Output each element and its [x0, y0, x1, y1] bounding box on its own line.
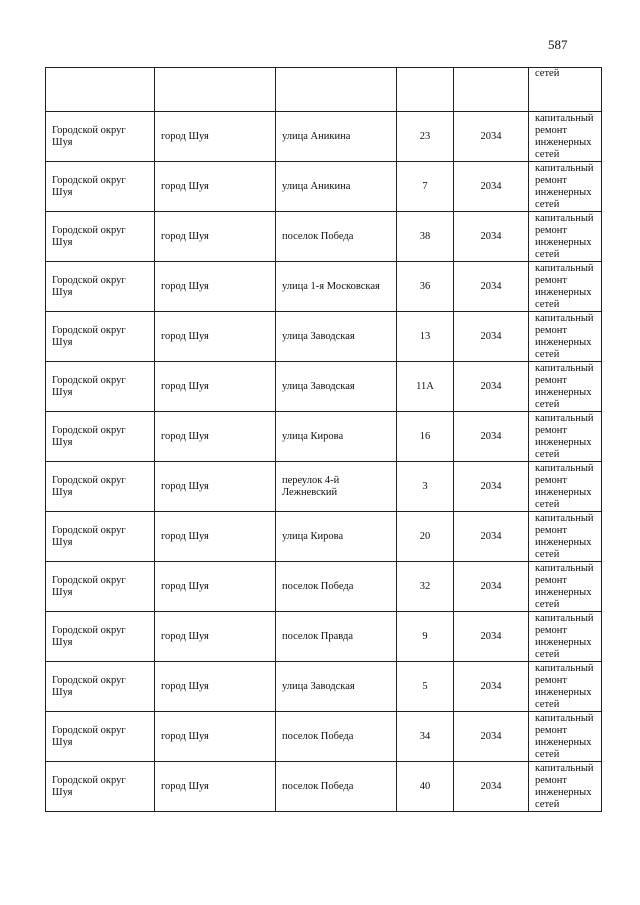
cell-house: 32: [397, 562, 454, 612]
table-row: [46, 212, 602, 262]
cell-district: Городской округ Шуя: [46, 462, 155, 512]
cell-street: улица Аникина: [276, 112, 397, 162]
cell-year: 2034: [454, 612, 529, 662]
cell-street: [276, 68, 397, 112]
cell-house: [397, 68, 454, 112]
cell-street: улица Кирова: [276, 512, 397, 562]
cell-year: 2034: [454, 162, 529, 212]
cell-house: 16: [397, 412, 454, 462]
cell-house: 34: [397, 712, 454, 762]
cell-work: капитальный ремонт инженерных сетей: [529, 762, 602, 812]
table-row: [46, 362, 602, 412]
table-row-continuation: [46, 68, 602, 112]
cell-house: 3: [397, 462, 454, 512]
table-row: [46, 662, 602, 712]
cell-house: 23: [397, 112, 454, 162]
cell-street: переулок 4-й Лежневский: [276, 462, 397, 512]
cell-district: Городской округ Шуя: [46, 362, 155, 412]
cell-city: город Шуя: [155, 212, 276, 262]
cell-city: город Шуя: [155, 662, 276, 712]
cell-city: [155, 68, 276, 112]
cell-district: Городской округ Шуя: [46, 212, 155, 262]
cell-house: 9: [397, 612, 454, 662]
cell-year: 2034: [454, 462, 529, 512]
cell-street: улица Заводская: [276, 312, 397, 362]
cell-work: капитальный ремонт инженерных сетей: [529, 662, 602, 712]
cell-city: город Шуя: [155, 162, 276, 212]
cell-year: [454, 68, 529, 112]
table-row: [46, 312, 602, 362]
cell-district: Городской округ Шуя: [46, 612, 155, 662]
cell-street: поселок Победа: [276, 712, 397, 762]
cell-year: 2034: [454, 412, 529, 462]
cell-year: 2034: [454, 512, 529, 562]
cell-district: Городской округ Шуя: [46, 262, 155, 312]
cell-house: 20: [397, 512, 454, 562]
page-number: 587: [548, 37, 568, 52]
table-row: [46, 512, 602, 562]
cell-street: поселок Победа: [276, 762, 397, 812]
cell-district: Городской округ Шуя: [46, 562, 155, 612]
table-row: [46, 712, 602, 762]
cell-work: капитальный ремонт инженерных сетей: [529, 562, 602, 612]
cell-district: Городской округ Шуя: [46, 412, 155, 462]
cell-city: город Шуя: [155, 712, 276, 762]
table-row: [46, 162, 602, 212]
cell-work: капитальный ремонт инженерных сетей: [529, 712, 602, 762]
table-row: [46, 112, 602, 162]
cell-street: улица Кирова: [276, 412, 397, 462]
table-body: [46, 68, 602, 812]
cell-work: капитальный ремонт инженерных сетей: [529, 612, 602, 662]
cell-district: Городской округ Шуя: [46, 312, 155, 362]
cell-city: город Шуя: [155, 112, 276, 162]
cell-year: 2034: [454, 362, 529, 412]
table-row: [46, 612, 602, 662]
cell-work: капитальный ремонт инженерных сетей: [529, 312, 602, 362]
cell-work: сетей: [529, 68, 602, 112]
cell-work: капитальный ремонт инженерных сетей: [529, 212, 602, 262]
cell-house: 38: [397, 212, 454, 262]
cell-year: 2034: [454, 212, 529, 262]
cell-city: город Шуя: [155, 412, 276, 462]
cell-city: город Шуя: [155, 262, 276, 312]
cell-street: улица 1-я Московская: [276, 262, 397, 312]
cell-house: 5: [397, 662, 454, 712]
cell-year: 2034: [454, 562, 529, 612]
cell-street: улица Заводская: [276, 362, 397, 412]
cell-street: поселок Победа: [276, 212, 397, 262]
cell-street: поселок Правда: [276, 612, 397, 662]
cell-district: Городской округ Шуя: [46, 762, 155, 812]
cell-street: улица Заводская: [276, 662, 397, 712]
cell-year: 2034: [454, 262, 529, 312]
cell-city: город Шуя: [155, 362, 276, 412]
cell-year: 2034: [454, 712, 529, 762]
cell-work: капитальный ремонт инженерных сетей: [529, 262, 602, 312]
cell-city: город Шуя: [155, 562, 276, 612]
cell-district: Городской округ Шуя: [46, 712, 155, 762]
cell-district: Городской округ Шуя: [46, 112, 155, 162]
table-row: [46, 412, 602, 462]
repair-registry-table: [45, 67, 602, 812]
cell-year: 2034: [454, 762, 529, 812]
cell-city: город Шуя: [155, 512, 276, 562]
cell-district: Городской округ Шуя: [46, 512, 155, 562]
cell-house: 13: [397, 312, 454, 362]
table-row: [46, 462, 602, 512]
cell-house: 11А: [397, 362, 454, 412]
cell-city: город Шуя: [155, 612, 276, 662]
cell-district: Городской округ Шуя: [46, 162, 155, 212]
table-row: [46, 562, 602, 612]
cell-work: капитальный ремонт инженерных сетей: [529, 512, 602, 562]
cell-work: капитальный ремонт инженерных сетей: [529, 462, 602, 512]
cell-house: 40: [397, 762, 454, 812]
cell-work: капитальный ремонт инженерных сетей: [529, 412, 602, 462]
cell-district: Городской округ Шуя: [46, 662, 155, 712]
cell-house: 36: [397, 262, 454, 312]
table-row: [46, 262, 602, 312]
cell-city: город Шуя: [155, 462, 276, 512]
cell-year: 2034: [454, 112, 529, 162]
cell-district: [46, 68, 155, 112]
cell-house: 7: [397, 162, 454, 212]
cell-street: поселок Победа: [276, 562, 397, 612]
cell-work: капитальный ремонт инженерных сетей: [529, 162, 602, 212]
cell-street: улица Аникина: [276, 162, 397, 212]
cell-city: город Шуя: [155, 312, 276, 362]
cell-work: капитальный ремонт инженерных сетей: [529, 112, 602, 162]
cell-city: город Шуя: [155, 762, 276, 812]
cell-year: 2034: [454, 662, 529, 712]
table-row: [46, 762, 602, 812]
cell-year: 2034: [454, 312, 529, 362]
cell-work: капитальный ремонт инженерных сетей: [529, 362, 602, 412]
